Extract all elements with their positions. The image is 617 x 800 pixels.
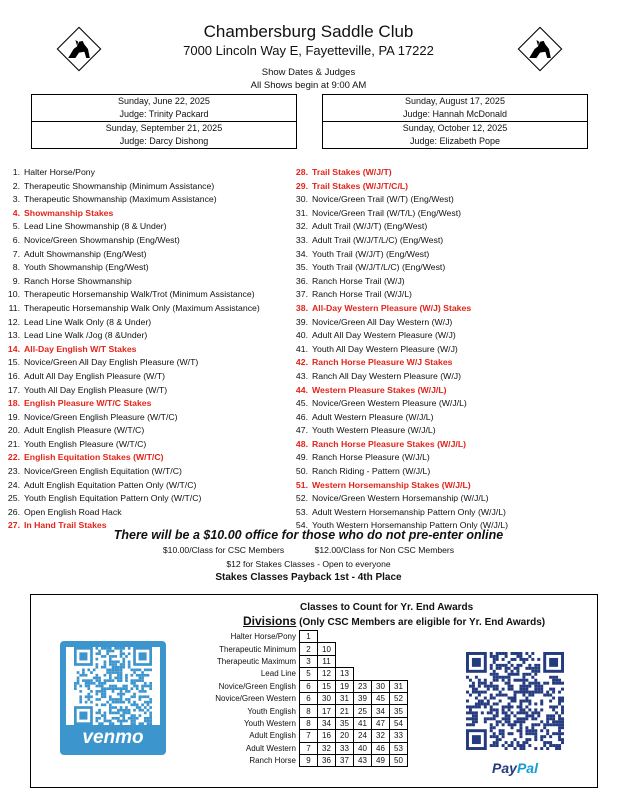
division-class-number: 53	[390, 742, 408, 754]
empty-cell	[336, 631, 354, 643]
class-name: Lead Line Walk /Jog (8 &Under)	[24, 330, 148, 341]
show-judge: Judge: Elizabeth Pope	[409, 136, 501, 146]
class-name: English Pleasure W/T/C Stakes	[24, 398, 152, 409]
division-name: Ranch Horse	[249, 756, 296, 766]
class-name: Ranch Horse Trail (W/J)	[312, 275, 405, 286]
class-name: All-Day Western Pleasure (W/J) Stakes	[312, 302, 472, 313]
class-item	[288, 288, 508, 302]
class-item	[0, 261, 260, 275]
class-number: 6.	[12, 234, 20, 245]
class-number: 26.	[7, 506, 20, 517]
empty-cell	[354, 668, 372, 680]
show-dates-left	[31, 94, 297, 149]
empty-cell	[372, 631, 390, 643]
class-name: Adult Showmanship (Eng/West)	[24, 248, 147, 259]
class-name: Youth Western Pleasure (W/J/L)	[312, 425, 436, 436]
show-date: Sunday, August 17, 2025	[405, 96, 505, 106]
class-name: Novice/Green All Day Western (W/J)	[312, 316, 453, 327]
class-item	[0, 302, 260, 316]
member-fee: $10.00/Class for CSC Members	[162, 545, 285, 555]
class-name: Showmanship Stakes	[24, 207, 114, 218]
class-item	[0, 370, 260, 384]
division-row	[201, 705, 408, 717]
class-number: 51.	[295, 479, 308, 490]
stakes-payback: Stakes Classes Payback 1st - 4th Place	[215, 572, 402, 583]
class-name: Novice/Green Western Horsemanship (W/J/L)	[312, 493, 489, 504]
division-class-number: 24	[354, 730, 372, 742]
division-row	[201, 717, 408, 729]
class-number: 24.	[7, 479, 20, 490]
class-item	[0, 329, 260, 343]
class-item	[288, 248, 508, 262]
class-name: Adult All Day Western Pleasure (W/J)	[312, 330, 456, 341]
show-date-entry	[32, 95, 296, 121]
class-number: 16.	[7, 370, 20, 381]
class-name: Novice/Green Western Pleasure (W/J/L)	[312, 398, 467, 409]
club-address: 7000 Lincoln Way E, Fayetteville, PA 17222	[183, 43, 434, 58]
division-class-number: 7	[300, 730, 318, 742]
division-name: Halter Horse/Pony	[230, 632, 296, 642]
class-name: Trail Stakes (W/J/T)	[312, 167, 392, 177]
division-class-number: 20	[336, 730, 354, 742]
show-dates-right	[322, 94, 588, 149]
class-name: Novice/Green All Day English Pleasure (W/T)	[24, 357, 199, 368]
class-name: Lead Line Walk Only (8 & Under)	[24, 316, 152, 327]
stakes-fee: $12 for Stakes Classes - Open to everyone	[226, 559, 391, 569]
class-name: Novice/Green Showmanship (Eng/West)	[24, 234, 180, 245]
class-name: Therapeutic Showmanship (Maximum Assistance)	[24, 194, 217, 205]
class-item	[0, 316, 260, 330]
class-number: 25.	[7, 493, 20, 504]
empty-cell	[390, 668, 408, 680]
empty-cell	[372, 655, 390, 667]
class-number: 41.	[295, 343, 308, 354]
class-number: 46.	[295, 411, 308, 422]
club-name: Chambersburg Saddle Club	[203, 22, 414, 41]
class-number: 33.	[295, 234, 308, 245]
division-class-number: 6	[300, 692, 318, 704]
division-class-number: 33	[336, 742, 354, 754]
paypal-qr-code[interactable]	[466, 652, 564, 750]
show-judge: Judge: Hannah McDonald	[402, 109, 508, 119]
show-dates-heading: Show Dates & Judges	[261, 67, 356, 78]
stakes-class-item	[288, 356, 508, 370]
class-item	[288, 370, 508, 384]
stakes-class-item	[288, 479, 508, 493]
division-name: Therapeutic Maximum	[216, 656, 296, 666]
class-item	[288, 193, 508, 207]
class-number: 45.	[295, 398, 308, 409]
awards-division-table	[201, 630, 408, 767]
division-class-number: 47	[372, 717, 390, 729]
division-name: Novice/Green English	[218, 681, 296, 691]
class-number: 5.	[12, 221, 20, 232]
division-row	[201, 742, 408, 754]
class-number: 11.	[8, 302, 20, 313]
division-row	[201, 692, 408, 704]
show-date-entry	[323, 121, 587, 148]
class-item	[288, 220, 508, 234]
class-item	[288, 451, 508, 465]
division-name: Novice/Green Western	[215, 694, 296, 704]
class-name: Therapeutic Horsemanship Walk Only (Maximum Assistance)	[24, 302, 260, 313]
division-class-number: 12	[318, 668, 336, 680]
division-class-number: 19	[336, 680, 354, 692]
division-name: Adult Western	[245, 743, 296, 753]
class-name: Youth Showmanship (Eng/West)	[24, 262, 149, 273]
class-item	[288, 465, 508, 479]
class-name: Ranch Riding - Pattern (W/J/L)	[312, 466, 431, 477]
class-number: 8.	[12, 262, 20, 273]
eligibility-note: (Only CSC Members are eligible for Yr. End Awards)	[299, 617, 546, 628]
class-number: 17.	[7, 384, 20, 395]
class-list-left	[0, 166, 260, 533]
class-item	[288, 234, 508, 248]
division-class-number: 43	[354, 754, 372, 766]
division-name: Youth English	[247, 706, 296, 716]
empty-cell	[390, 655, 408, 667]
show-date: Sunday, October 12, 2025	[402, 123, 508, 133]
stakes-class-item	[0, 343, 260, 357]
class-item	[288, 411, 508, 425]
class-number: 2.	[12, 180, 20, 191]
division-row	[201, 680, 408, 692]
class-number: 37.	[295, 289, 308, 300]
empty-cell	[336, 643, 354, 655]
division-class-number: 35	[390, 705, 408, 717]
class-name: Adult All Day English Pleasure (W/T)	[24, 370, 165, 381]
empty-cell	[372, 668, 390, 680]
class-number: 21.	[7, 438, 20, 449]
division-class-number: 52	[390, 692, 408, 704]
division-class-number: 7	[300, 742, 318, 754]
class-item	[0, 193, 260, 207]
division-class-number: 8	[300, 705, 318, 717]
stakes-class-item	[288, 438, 508, 452]
class-name: Halter Horse/Pony	[24, 167, 95, 177]
empty-cell	[372, 643, 390, 655]
class-number: 1.	[12, 167, 20, 177]
class-number: 34.	[295, 248, 308, 259]
class-name: Adult English Pleasure (W/T/C)	[24, 425, 145, 436]
class-name: Adult English Equitation Patten Only (W/T/C)	[24, 479, 197, 490]
stakes-class-item	[288, 302, 508, 316]
class-number: 29.	[295, 180, 308, 191]
stakes-class-item	[0, 207, 260, 221]
class-name: Ranch Horse Pleasure W/J Stakes	[312, 357, 453, 368]
show-date-entry	[323, 95, 587, 121]
class-number: 14.	[7, 343, 20, 354]
division-class-number: 45	[372, 692, 390, 704]
class-number: 3.	[12, 194, 20, 205]
class-item	[0, 492, 260, 506]
class-name: All-Day English W/T Stakes	[24, 343, 137, 354]
class-name: Youth All Day English Pleasure (W/T)	[24, 384, 168, 395]
division-class-number: 49	[372, 754, 390, 766]
division-class-number: 46	[372, 742, 390, 754]
division-class-number: 10	[318, 643, 336, 655]
class-item	[288, 207, 508, 221]
division-class-number: 34	[372, 705, 390, 717]
class-item	[288, 343, 508, 357]
division-name: Therapeutic Minimum	[219, 644, 296, 654]
division-name: Youth Western	[243, 718, 296, 728]
division-name: Lead Line	[260, 669, 296, 679]
division-class-number: 13	[336, 668, 354, 680]
class-item	[0, 288, 260, 302]
class-number: 43.	[295, 370, 308, 381]
class-name: Trail Stakes (W/J/T/C/L)	[312, 180, 409, 191]
division-row	[201, 631, 408, 643]
stakes-class-item	[0, 451, 260, 465]
class-item	[0, 356, 260, 370]
class-name: Youth Trail (W/J/T) (Eng/West)	[312, 248, 430, 259]
class-number: 39.	[295, 316, 308, 327]
class-number: 19.	[7, 411, 20, 422]
division-class-number: 11	[318, 655, 336, 667]
division-class-number: 39	[354, 692, 372, 704]
class-name: Novice/Green English Equitation (W/T/C)	[24, 466, 182, 477]
class-name: Novice/Green Trail (W/T/L) (Eng/West)	[312, 207, 462, 218]
division-class-number: 17	[318, 705, 336, 717]
division-class-number: 30	[372, 680, 390, 692]
class-number: 30.	[295, 194, 308, 205]
start-time: All Shows begin at 9:00 AM	[250, 80, 367, 91]
empty-cell	[354, 631, 372, 643]
division-class-number: 33	[390, 730, 408, 742]
division-row	[201, 668, 408, 680]
class-number: 4.	[12, 207, 20, 218]
class-item	[288, 506, 508, 520]
class-number: 40.	[295, 330, 308, 341]
stakes-class-item	[288, 180, 508, 194]
class-name: English Equitation Stakes (W/T/C)	[24, 452, 164, 463]
class-number: 9.	[12, 275, 20, 286]
class-number: 13.	[7, 330, 20, 341]
division-class-number: 54	[390, 717, 408, 729]
division-class-number: 31	[390, 680, 408, 692]
class-item	[288, 316, 508, 330]
class-name: Lead Line Showmanship (8 & Under)	[24, 221, 167, 232]
division-class-number: 1	[300, 631, 318, 643]
venmo-badge[interactable]	[60, 641, 166, 755]
class-name: In Hand Trail Stakes	[24, 520, 107, 531]
class-name: Western Pleasure Stakes (W/J/L)	[312, 384, 447, 395]
class-item	[288, 492, 508, 506]
class-name: Open English Road Hack	[24, 506, 122, 517]
empty-cell	[354, 643, 372, 655]
stakes-class-item	[0, 397, 260, 411]
class-number: 18.	[7, 398, 20, 409]
division-class-number: 15	[318, 680, 336, 692]
division-class-number: 40	[354, 742, 372, 754]
class-number: 31.	[295, 207, 308, 218]
class-number: 7.	[12, 248, 20, 259]
division-class-number: 3	[300, 655, 318, 667]
division-class-number: 32	[372, 730, 390, 742]
division-class-number: 6	[300, 680, 318, 692]
divisions-label: Divisions	[243, 614, 297, 628]
class-number: 42.	[295, 357, 308, 368]
empty-cell	[390, 643, 408, 655]
class-item	[0, 438, 260, 452]
stakes-class-item	[288, 166, 508, 180]
class-number: 47.	[295, 425, 308, 436]
class-name: Youth Western Horsemanship Pattern Only (W/J/L)	[312, 520, 509, 531]
class-name: Therapeutic Showmanship (Minimum Assistance)	[24, 180, 215, 191]
class-number: 49.	[295, 452, 308, 463]
class-list-right	[288, 166, 508, 533]
nonmember-fee: $12.00/Class for Non CSC Members	[314, 545, 455, 555]
class-item	[0, 234, 260, 248]
show-date: Sunday, September 21, 2025	[105, 123, 223, 133]
paypal-label-pal: Pal	[516, 760, 538, 776]
class-item	[0, 248, 260, 262]
division-class-number: 34	[318, 717, 336, 729]
class-item	[0, 384, 260, 398]
class-name: Ranch Horse Pleasure Stakes (W/J/L)	[312, 438, 467, 449]
show-date: Sunday, June 22, 2025	[118, 96, 210, 106]
class-item	[0, 424, 260, 438]
class-item	[0, 465, 260, 479]
class-number: 12.	[7, 316, 20, 327]
empty-cell	[336, 655, 354, 667]
divisions-heading	[243, 614, 545, 628]
division-class-number: 41	[354, 717, 372, 729]
class-number: 23.	[7, 466, 20, 477]
class-name: Novice/Green English Pleasure (W/T/C)	[24, 411, 178, 422]
division-class-number: 50	[390, 754, 408, 766]
class-name: Ranch All Day Western Pleasure (W/J)	[312, 370, 462, 381]
class-name: Adult Trail (W/J/T/L/C) (Eng/West)	[312, 234, 444, 245]
division-name: Adult English	[249, 731, 296, 741]
division-row	[201, 754, 408, 766]
class-fees	[0, 545, 617, 555]
class-number: 50.	[295, 466, 308, 477]
class-name: Ranch Horse Showmanship	[24, 275, 132, 286]
class-number: 48.	[295, 438, 308, 449]
class-number: 54.	[295, 520, 308, 531]
class-name: Adult Western Horsemanship Pattern Only (W/J/L)	[312, 506, 506, 517]
empty-cell	[318, 631, 336, 643]
show-date-entry	[32, 121, 296, 148]
division-class-number: 35	[336, 717, 354, 729]
show-judge: Judge: Darcy Dishong	[119, 136, 209, 146]
division-class-number: 31	[336, 692, 354, 704]
class-number: 53.	[295, 506, 308, 517]
class-item	[0, 220, 260, 234]
division-class-number: 5	[300, 668, 318, 680]
class-number: 32.	[295, 221, 308, 232]
division-class-number: 37	[336, 754, 354, 766]
class-name: Youth Trail (W/J/T/L/C) (Eng/West)	[312, 262, 446, 273]
division-class-number: 36	[318, 754, 336, 766]
division-class-number: 23	[354, 680, 372, 692]
paypal-label	[466, 760, 564, 776]
class-number: 22.	[7, 452, 20, 463]
class-item	[0, 275, 260, 289]
division-class-number: 32	[318, 742, 336, 754]
class-name: Youth All Day Western Pleasure (W/J)	[312, 343, 458, 354]
class-number: 28.	[295, 167, 308, 177]
division-row	[201, 730, 408, 742]
class-name: Adult Western Pleasure (W/J/L)	[312, 411, 434, 422]
division-class-number: 16	[318, 730, 336, 742]
division-row	[201, 643, 408, 655]
class-name: Novice/Green Trail (W/T) (Eng/West)	[312, 194, 454, 205]
venmo-qr-code[interactable]	[66, 647, 160, 725]
awards-title: Classes to Count for Yr. End Awards	[300, 602, 474, 613]
division-class-number: 8	[300, 717, 318, 729]
class-number: 20.	[7, 425, 20, 436]
division-class-number: 9	[300, 754, 318, 766]
empty-cell	[354, 655, 372, 667]
class-name: Youth English Pleasure (W/T/C)	[24, 438, 147, 449]
office-fee-notice: There will be a $10.00 office for those who do not pre-enter online	[113, 528, 504, 542]
paypal-label-pay: Pay	[492, 760, 517, 776]
class-name: Ranch Horse Pleasure (W/J/L)	[312, 452, 430, 463]
class-name: Adult Trail (W/J/T) (Eng/West)	[312, 221, 428, 232]
class-item	[0, 411, 260, 425]
class-item	[288, 275, 508, 289]
class-number: 44.	[295, 384, 308, 395]
class-number: 36.	[295, 275, 308, 286]
class-name: Ranch Horse Trail (W/J/L)	[312, 289, 412, 300]
empty-cell	[390, 631, 408, 643]
class-item	[288, 329, 508, 343]
class-number: 52.	[295, 493, 308, 504]
class-name: Western Horsemanship Stakes (W/J/L)	[312, 479, 471, 490]
division-class-number: 25	[354, 705, 372, 717]
class-name: Therapeutic Horsemanship Walk/Trot (Minimum Assistance)	[24, 289, 255, 300]
division-class-number: 21	[336, 705, 354, 717]
class-item	[0, 506, 260, 520]
class-item	[0, 166, 260, 180]
division-class-number: 2	[300, 643, 318, 655]
class-item	[288, 261, 508, 275]
class-number: 38.	[295, 302, 308, 313]
stakes-class-item	[288, 384, 508, 398]
division-row	[201, 655, 408, 667]
division-class-number: 30	[318, 692, 336, 704]
class-item	[288, 424, 508, 438]
show-judge: Judge: Trinity Packard	[119, 109, 209, 119]
class-number: 27.	[7, 520, 20, 531]
class-name: Youth English Equitation Pattern Only (W/T/C)	[24, 493, 202, 504]
class-number: 10.	[7, 289, 20, 300]
class-number: 15.	[7, 357, 20, 368]
class-number: 35.	[295, 262, 308, 273]
venmo-label: venmo	[82, 727, 144, 748]
class-item	[0, 479, 260, 493]
class-item	[0, 180, 260, 194]
class-item	[288, 397, 508, 411]
